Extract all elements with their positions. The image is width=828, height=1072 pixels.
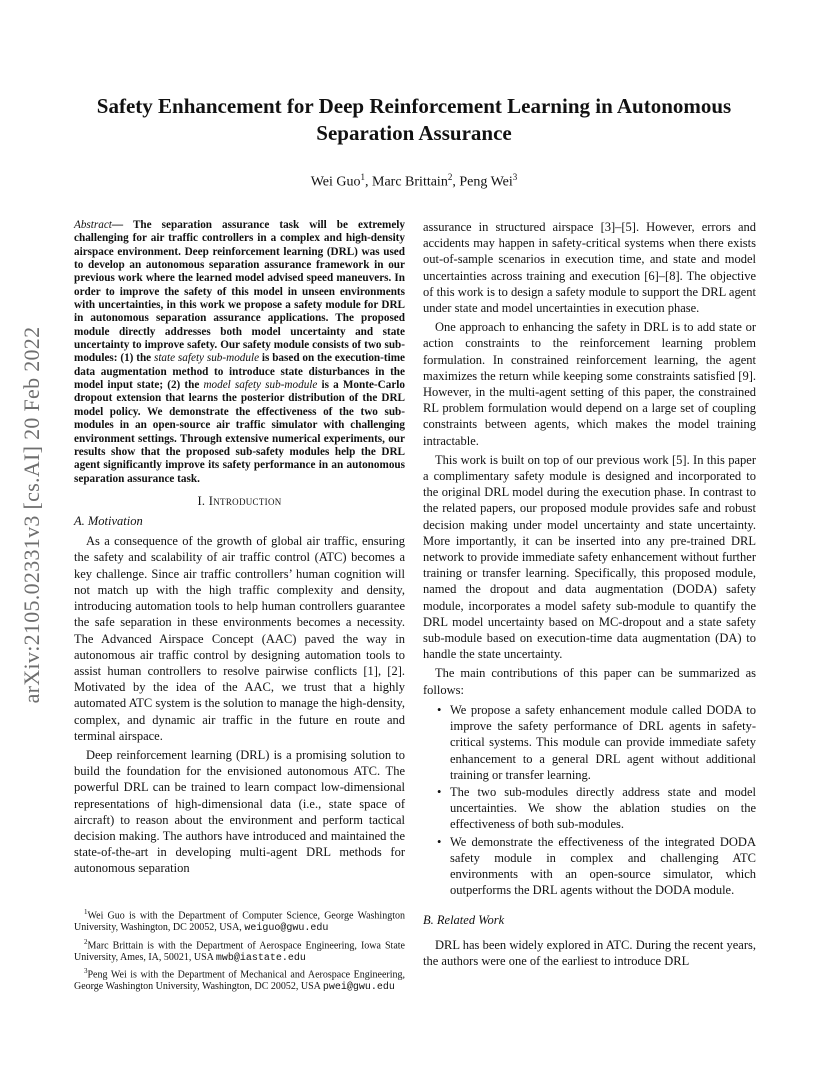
body-paragraph: The main contributions of this paper can be summarized as follows: — [423, 666, 756, 697]
body-paragraph: DRL has been widely explored in ATC. During the recent years, the authors were one of the earliest to introduce DRL — [423, 937, 756, 968]
footnotes — [74, 906, 405, 995]
subsection-heading-motivation: A. Motivation — [74, 514, 143, 529]
section-heading-introduction — [74, 493, 405, 509]
bullet-icon: • — [437, 784, 442, 799]
abstract-text: is a Monte-Carlo dropout extension that learns the posterior distribution of the DRL model policy. We demonstrate the effectiveness of the two sub-modules in an open-source air traffic simulator with challenging environment settings. Through extensive numerical experiments, our results show that the proposed sub-safety modules help the DRL agent significantly improve its safety performance in an autonomous separation assurance task. — [74, 379, 405, 485]
list-item — [437, 784, 756, 833]
author-mark: 2 — [447, 172, 453, 182]
subsection-heading-related-work: B. Related Work — [423, 913, 505, 928]
author-name: Peng Wei — [459, 174, 513, 190]
abstract-text: — The separation assurance task will be extremely challenging for air traffic controllers in a complex and high-density airspace environment. Deep reinforcement learning (DRL) was used to develop an autonomous separation assurance framework in our previous work where the learned model advised speed maneuvers. In order to improve the safety of this model in unseen environments with uncertainties, in this work we propose a safety module for DRL in autonomous separation assurance applications. The proposed module directly addresses both model uncertainty and state uncertainty to improve safety. Our safety module consists of two sub-modules: (1) the — [74, 219, 405, 365]
title-line-1: Safety Enhancement for Deep Reinforcement Learning in Autonomous — [96, 94, 732, 118]
footnote-email: weiguo@gwu.edu — [244, 923, 329, 935]
footnote-mark: 1 — [84, 908, 88, 916]
list-item-text: We propose a safety enhancement module called DODA to improve the safety performance of DRL agents in safety-critical systems. This module can provide immediate safety enhancement to a general DRL agent without additional training or transfer learning. — [450, 702, 756, 782]
author-list: Wei Guo$^1$, Marc Brittain$^2$, Peng Wei$^3$ — [310, 172, 518, 190]
list-item — [437, 702, 756, 783]
footnote-text: Peng Wei is with the Department of Mechanical and Aerospace Engineering, George Washington University, Washington, DC 20052, USA — [74, 969, 405, 993]
author-mark: 3 — [512, 172, 518, 182]
list-item — [437, 834, 756, 899]
footnote-email: mwb@iastate.edu — [215, 952, 306, 964]
body-paragraph: This work is built on top of our previous work [5]. In this paper a complimentary safety module is designed and incorporated to the original DRL model during the execution phase. In contrast to the related papers, our proposed module provides safe and robust decision making under model uncertainty and state uncertainty. More importantly, it can be inserted into any pre-trained DRL network to provide immediate safety enhancement without further training or transfer learning. Specifically, this proposed module, named the dropout and data augmentation (DODA) safety module, incorporates a model safety sub-module to quantify the DRL model uncertainty based on MC-dropout and a state safety sub-module based on execution-time data augmentation (DA) to handle the state uncertainty. — [423, 452, 756, 662]
footnote-mark: 2 — [84, 937, 88, 946]
list-item-text: We demonstrate the effectiveness of the integrated DODA safety module in complex and challenging ATC environments with an open-source simulator, which outperforms the DRL agents without the DODA module. — [450, 834, 756, 898]
footnote-mark: 3 — [84, 967, 88, 976]
abstract — [74, 219, 405, 486]
contributions-list — [423, 702, 756, 898]
arxiv-side-stamp — [14, 295, 50, 735]
abstract-text: is based on the execution-time data augmentation method to introduce state disturbances in the model input state; (2) the — [74, 352, 405, 392]
abstract-label: Abstract — [74, 219, 112, 231]
list-item-text: The two sub-modules directly address state and model uncertainties. We show the ablation studies on the effectiveness of both sub-modules. — [450, 784, 756, 832]
body-paragraph: Deep reinforcement learning (DRL) is a promising solution to build the foundation for the envisioned autonomous ATC. The powerful DRL can be trained to learn compact low-dimensional representations of high-dimensional data (i.e., state space of aircraft) to reason about the environment and perform tactical decision making. The authors have introduced and maintained the state-of-the-art in developing multi-agent DRL methods for autonomous separation — [74, 747, 405, 876]
author-name: Wei Guo — [310, 174, 361, 190]
footnote — [74, 936, 405, 966]
footnote-email: pwei@gwu.edu — [322, 982, 395, 994]
paper-title — [60, 93, 768, 147]
footnote — [74, 965, 405, 995]
title-line-2: Separation Assurance — [316, 121, 512, 145]
abstract-emphasis: model safety sub-module — [203, 379, 318, 392]
left-column — [74, 219, 405, 877]
right-column — [423, 219, 756, 969]
body-paragraph: One approach to enhancing the safety in DRL is to add state or action constraints to the reinforcement learning problem formulation. In constrained reinforcement learning, the agent maximizes the return while keeping some constraints satisfied [9]. However, in the multi-agent setting of this paper, the constrained RL problem formulation would depend on a large set of coupling constraints between agents, which makes the model training intractable. — [423, 320, 756, 448]
bullet-icon: • — [437, 702, 442, 717]
bullet-icon: • — [437, 834, 442, 849]
footnote-text: Wei Guo is with the Department of Computer Science, George Washington University, Washington, DC 20052, USA, — [74, 910, 405, 934]
section-title: Introduction — [208, 493, 282, 508]
footnote — [74, 906, 405, 936]
abstract-emphasis: state safety sub-module — [153, 352, 260, 365]
author-mark: 1 — [360, 172, 366, 182]
body-paragraph: assurance in structured airspace [3]–[5]. However, errors and accidents may happen in safety-critical systems when there exists out-of-sample scenarios in execution time, and state and model uncertainties across training and execution [6]–[8]. The objective of this work is to design a safety module to support the DRL agent under state and model uncertainties in execution phase. — [423, 220, 756, 316]
arxiv-identifier: arXiv:2105.02331v3 [cs.AI] 20 Feb 2022 — [19, 326, 44, 704]
footnote-text: Marc Brittain is with the Department of Aerospace Engineering, Iowa State University, Ames, IA, 50021, USA — [74, 939, 405, 963]
body-paragraph: As a consequence of the growth of global air traffic, ensuring the safety and scalability of air traffic control (ATC) becomes a key challenge. Since air traffic controllers’ human cognition will not match up with the high traffic complexity and density, introducing automation tools to help human controllers guarantee the safe separation in these environments becomes a necessity. The Advanced Airspace Concept (AAC) paved the way in autonomous air traffic control by designing automation tools to assist human controllers to resolve pairwise conflicts [1], [2]. Motivated by the idea of the AAC, we trust that a highly automated ATC system is the solution to manage the high-density, complex, and dynamic air traffic in the future en route and terminal airspace. — [74, 534, 405, 743]
author-name: Marc Brittain — [372, 174, 448, 190]
section-numeral: I. — [197, 493, 206, 508]
